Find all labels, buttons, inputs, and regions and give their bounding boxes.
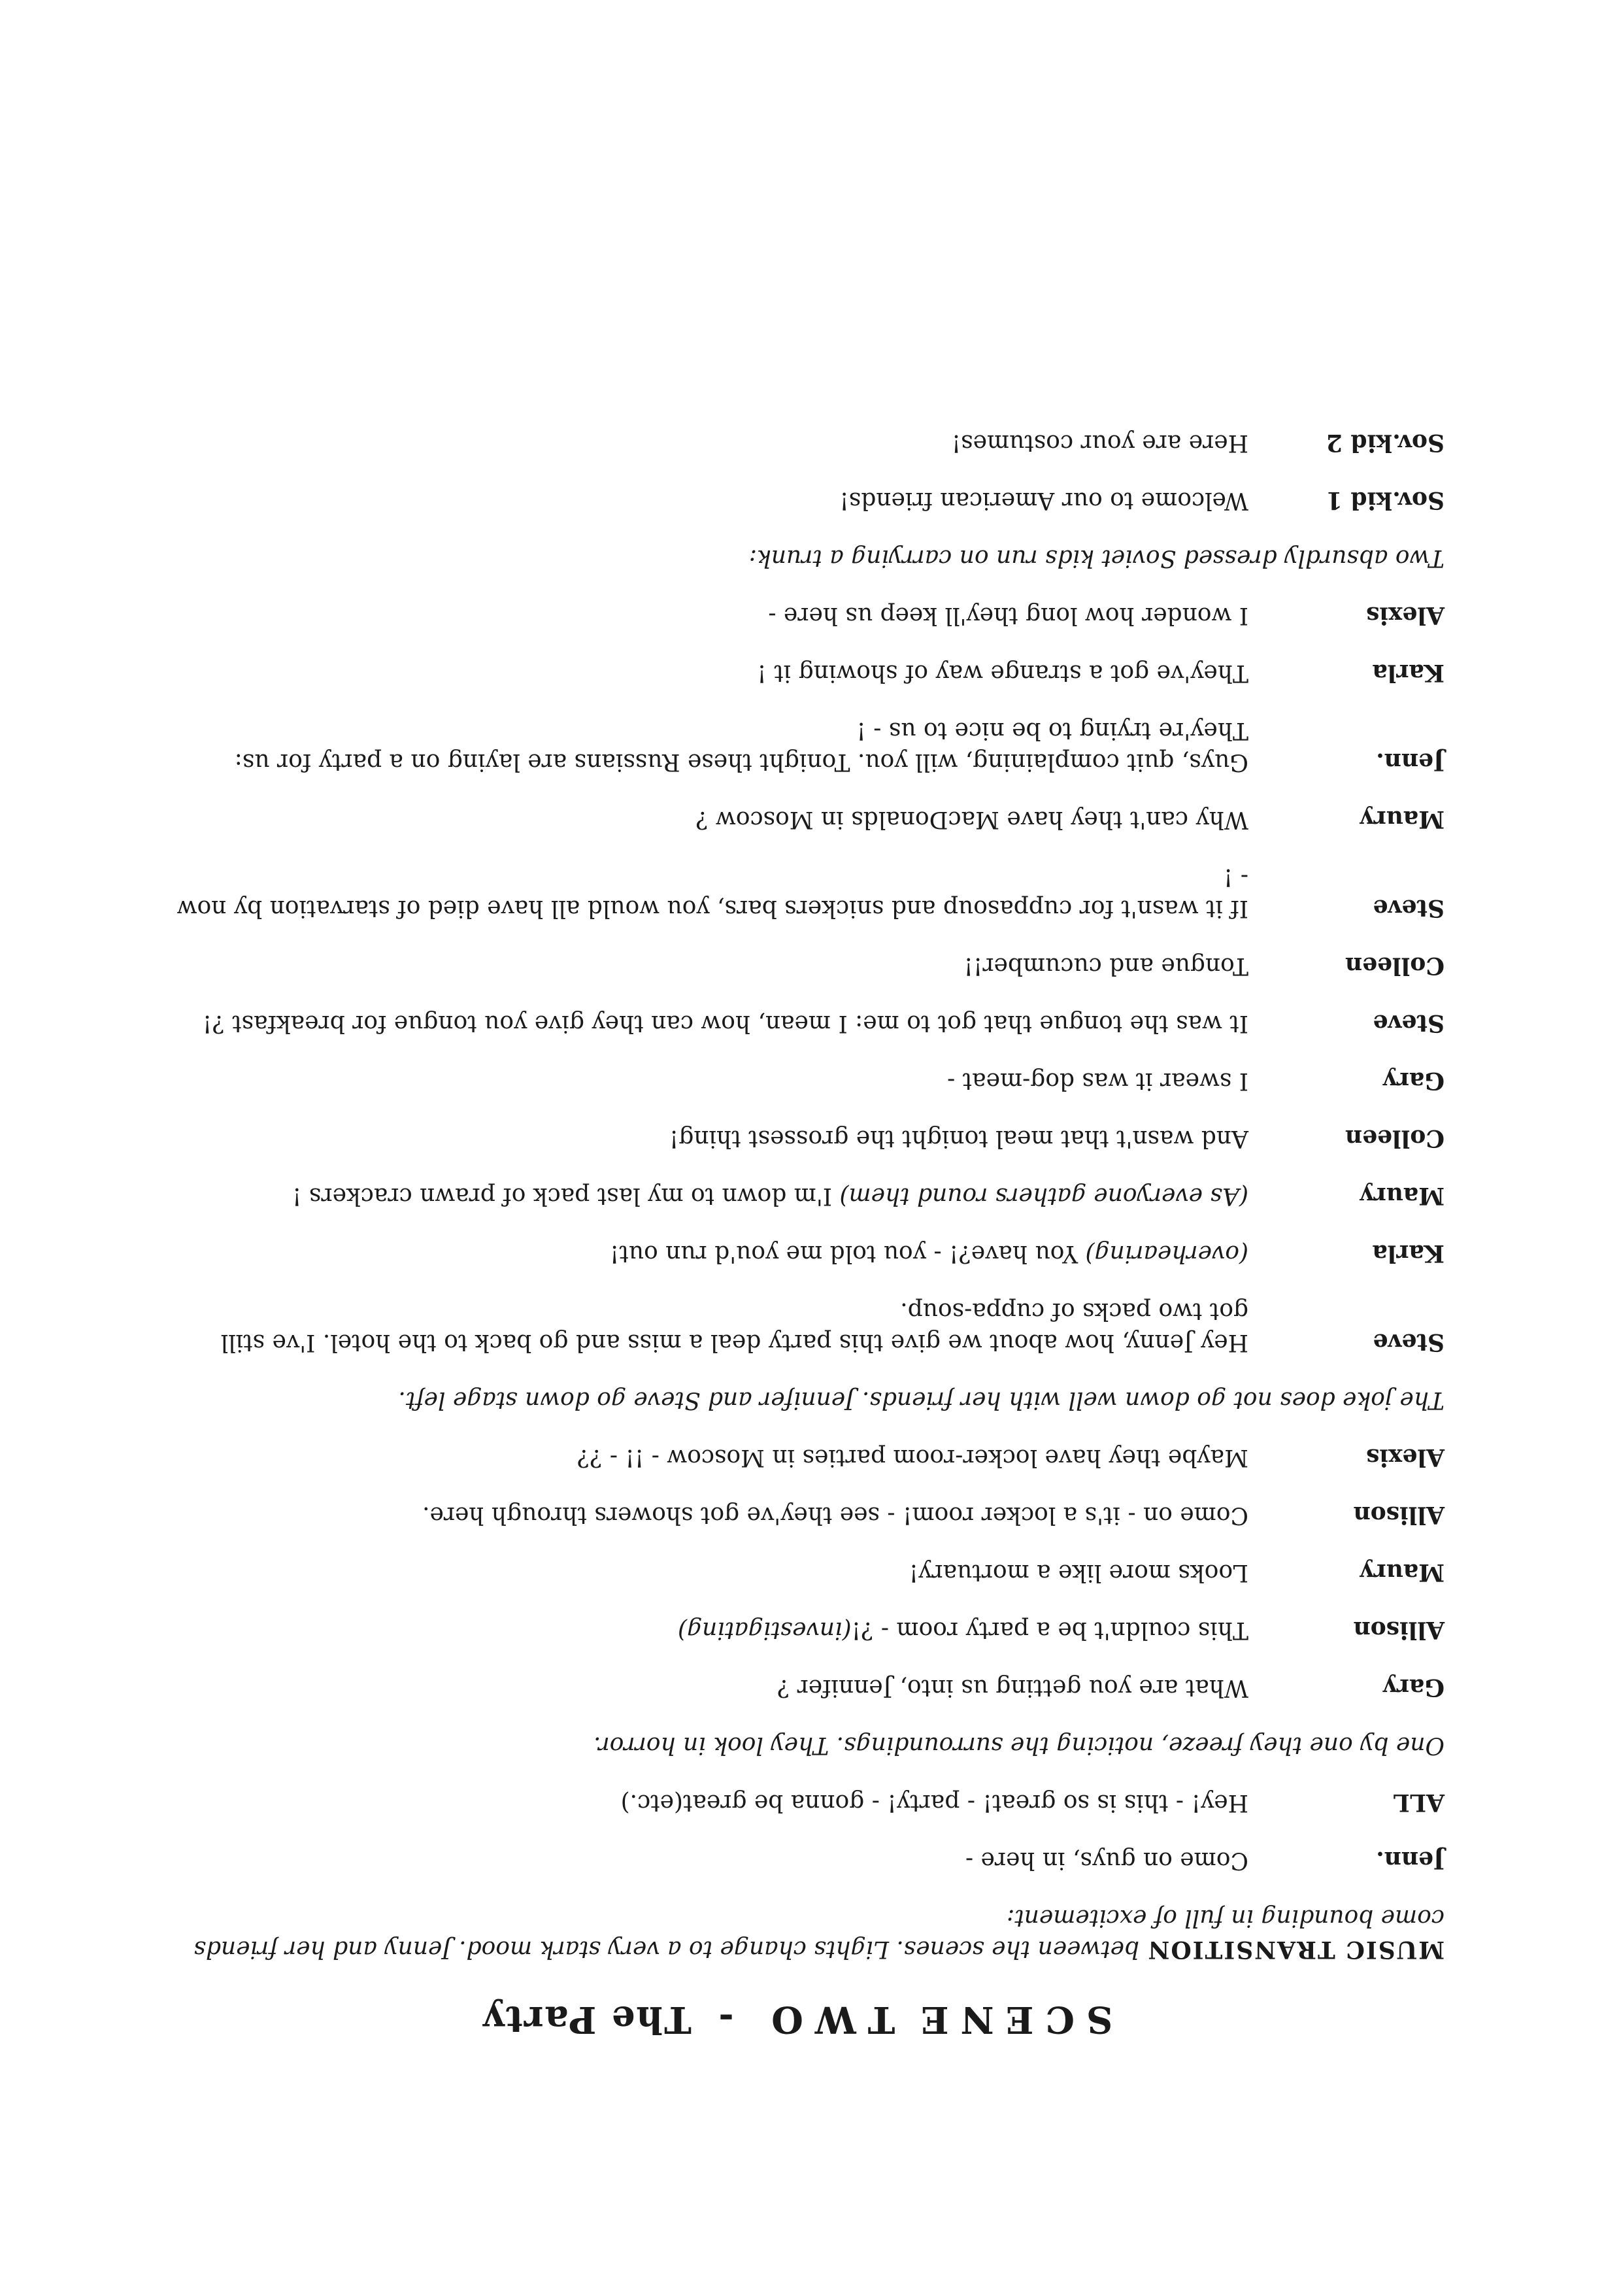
dialogue-text	[176, 1557, 1248, 1588]
speaker-name: Gary	[1383, 1674, 1445, 1701]
dialogue-line	[150, 1442, 1445, 1473]
dialogue-line	[150, 1123, 1445, 1154]
dialogue-words: Why can't they have MacDonalds in Moscow ?	[695, 806, 1248, 833]
dialogue-line	[150, 861, 1445, 924]
dialogue-line	[150, 950, 1445, 981]
dialogue-text	[176, 1295, 1248, 1358]
speaker-name: Sov.kid 2	[1326, 429, 1445, 456]
dialogue-line	[150, 1238, 1445, 1269]
speaker-name: Allison	[1353, 1501, 1445, 1528]
dialogue-line	[150, 1065, 1445, 1096]
parenthetical-direction: (investigating)	[678, 1617, 852, 1644]
dialogue-words: Looks more like a mortuary!	[909, 1559, 1248, 1586]
stage-direction-joke: The joke does not go down well with her friends. Jennifer and Steve go down stage left.	[398, 1387, 1445, 1413]
speaker-name: Alexis	[1366, 1443, 1445, 1471]
dialogue-words: Maybe they have locker-room parties in Moscow - !! - ??	[577, 1444, 1248, 1471]
speaker-name: Jenn.	[1376, 748, 1445, 775]
dialogue-text	[176, 1844, 1248, 1876]
speaker-name: Maury	[1360, 1559, 1445, 1586]
speaker-name: Steve	[1373, 1328, 1445, 1356]
speaker-name: ALL	[1393, 1789, 1445, 1816]
dialogue-text	[176, 1238, 1248, 1269]
dialogue-line	[150, 1499, 1445, 1530]
dialogue-line	[150, 1180, 1445, 1211]
dialogue-text	[176, 657, 1248, 688]
dialogue-block-3	[150, 599, 1445, 1358]
title-name: The Party	[482, 1998, 692, 2041]
dialogue-line	[150, 599, 1445, 631]
dialogue-block-4	[150, 427, 1445, 516]
speaker-name: Gary	[1383, 1067, 1445, 1094]
speaker-name: Colleen	[1345, 1124, 1445, 1152]
dialogue-words: You have?! - you told me you'd run out!	[609, 1240, 1086, 1267]
dialogue-text	[176, 1123, 1248, 1154]
dialogue-line	[150, 657, 1445, 688]
dialogue-text	[176, 484, 1248, 516]
dialogue-words: Welcome to our American friends!	[839, 487, 1248, 514]
dialogue-words: Guys, quit complaining, will you. Tonight these Russians are laying on a party for us: They're trying to be nice to us - !	[234, 717, 1248, 775]
page-title	[150, 1998, 1445, 2041]
dialogue-words: Hey Jenny, how about we give this party deal a miss and go back to the hotel. I've still got two packs of cuppa-soup.	[220, 1298, 1248, 1356]
dialogue-text	[176, 1672, 1248, 1703]
dialogue-words: I swear it was dog-meat -	[947, 1068, 1248, 1094]
dialogue-line	[150, 1787, 1445, 1818]
dialogue-line	[150, 1007, 1445, 1039]
dialogue-text	[176, 427, 1248, 458]
parenthetical-direction: (As everyone gathers round them)	[839, 1183, 1248, 1209]
dialogue-text	[176, 861, 1248, 924]
dialogue-words: If it wasn't for cuppasoup and snickers bars, you would all have died of starvation by now - !	[176, 864, 1248, 922]
dialogue-line	[150, 803, 1445, 835]
dialogue-text	[176, 1180, 1248, 1211]
dialogue-text	[176, 715, 1248, 777]
dialogue-words: Come on - it's a locker room! - see they've got showers through here.	[422, 1502, 1248, 1528]
speaker-name: Karla	[1372, 659, 1445, 686]
dialogue-text	[176, 599, 1248, 631]
dialogue-words: And wasn't that meal tonight the grossest thing!	[669, 1125, 1248, 1152]
dialogue-words: Come on guys, in here -	[965, 1847, 1248, 1874]
title-scene: SCENE	[909, 1998, 1113, 2041]
script-content	[150, 401, 1445, 2041]
dialogue-line	[150, 1295, 1445, 1358]
stage-direction-soviet-kids: Two absurdly dressed Soviet kids run on carrying a trunk:	[748, 545, 1445, 571]
dialogue-block-1	[150, 1787, 1445, 1876]
speaker-name: Maury	[1360, 805, 1445, 833]
dialogue-text	[176, 1442, 1248, 1473]
parenthetical-direction: (overhearing)	[1085, 1240, 1248, 1267]
speaker-name: Steve	[1373, 894, 1445, 922]
speaker-name: Maury	[1360, 1182, 1445, 1209]
speaker-name: Karla	[1372, 1240, 1445, 1267]
dialogue-words: Hey! - this is so great! - party! - gonna be great(etc.)	[620, 1789, 1248, 1816]
dialogue-text	[176, 1614, 1248, 1646]
music-transition-label: MUSIC TRANSITION	[1146, 1936, 1445, 1963]
dialogue-text	[176, 1065, 1248, 1096]
dialogue-line	[150, 427, 1445, 458]
dialogue-line	[150, 1672, 1445, 1703]
dialogue-line	[150, 715, 1445, 777]
dialogue-line	[150, 1557, 1445, 1588]
dialogue-text	[176, 950, 1248, 981]
dialogue-text	[176, 803, 1248, 835]
dialogue-words: Tongue and cucumber!!	[963, 953, 1248, 979]
speaker-name: Allison	[1353, 1616, 1445, 1644]
dialogue-words: This couldn't be a party room - ?!	[851, 1617, 1248, 1644]
dialogue-block-2	[150, 1442, 1445, 1703]
speaker-name: Colleen	[1345, 952, 1445, 979]
dialogue-text	[176, 1499, 1248, 1530]
dialogue-line	[150, 1614, 1445, 1646]
dialogue-words: Here are your costumes!	[951, 430, 1248, 456]
dialogue-words: I wonder how long they'll keep us here -	[768, 602, 1248, 629]
dialogue-words: I'm down to my last pack of prawn crackers !	[292, 1183, 840, 1209]
title-separator: -	[717, 1998, 734, 2041]
speaker-name: Steve	[1373, 1009, 1445, 1037]
opening-stage-direction	[150, 1902, 1445, 1965]
dialogue-words: They've got a strange way of showing it !	[757, 660, 1248, 686]
dialogue-words: What are you getting us into, Jennifer ?	[777, 1674, 1248, 1701]
speaker-name: Sov.kid 1	[1326, 486, 1445, 514]
dialogue-text	[176, 1007, 1248, 1039]
dialogue-line	[150, 1844, 1445, 1876]
dialogue-words: It was the tongue that got to me: I mean, how can they give you tongue for breakfast ?!	[202, 1010, 1248, 1037]
opening-direction-text: between the scenes. Lights change to a very stark mood. Jenny and her friends come bounding in full of excitement:	[193, 1904, 1445, 1963]
stage-direction-freeze: One by one they freeze, noticing the surroundings. They look in horror.	[593, 1732, 1445, 1759]
dialogue-text	[176, 1787, 1248, 1818]
speaker-name: Alexis	[1366, 601, 1445, 629]
dialogue-line	[150, 484, 1445, 516]
speaker-name: Jenn.	[1376, 1846, 1445, 1874]
title-number: TWO	[760, 1998, 895, 2041]
